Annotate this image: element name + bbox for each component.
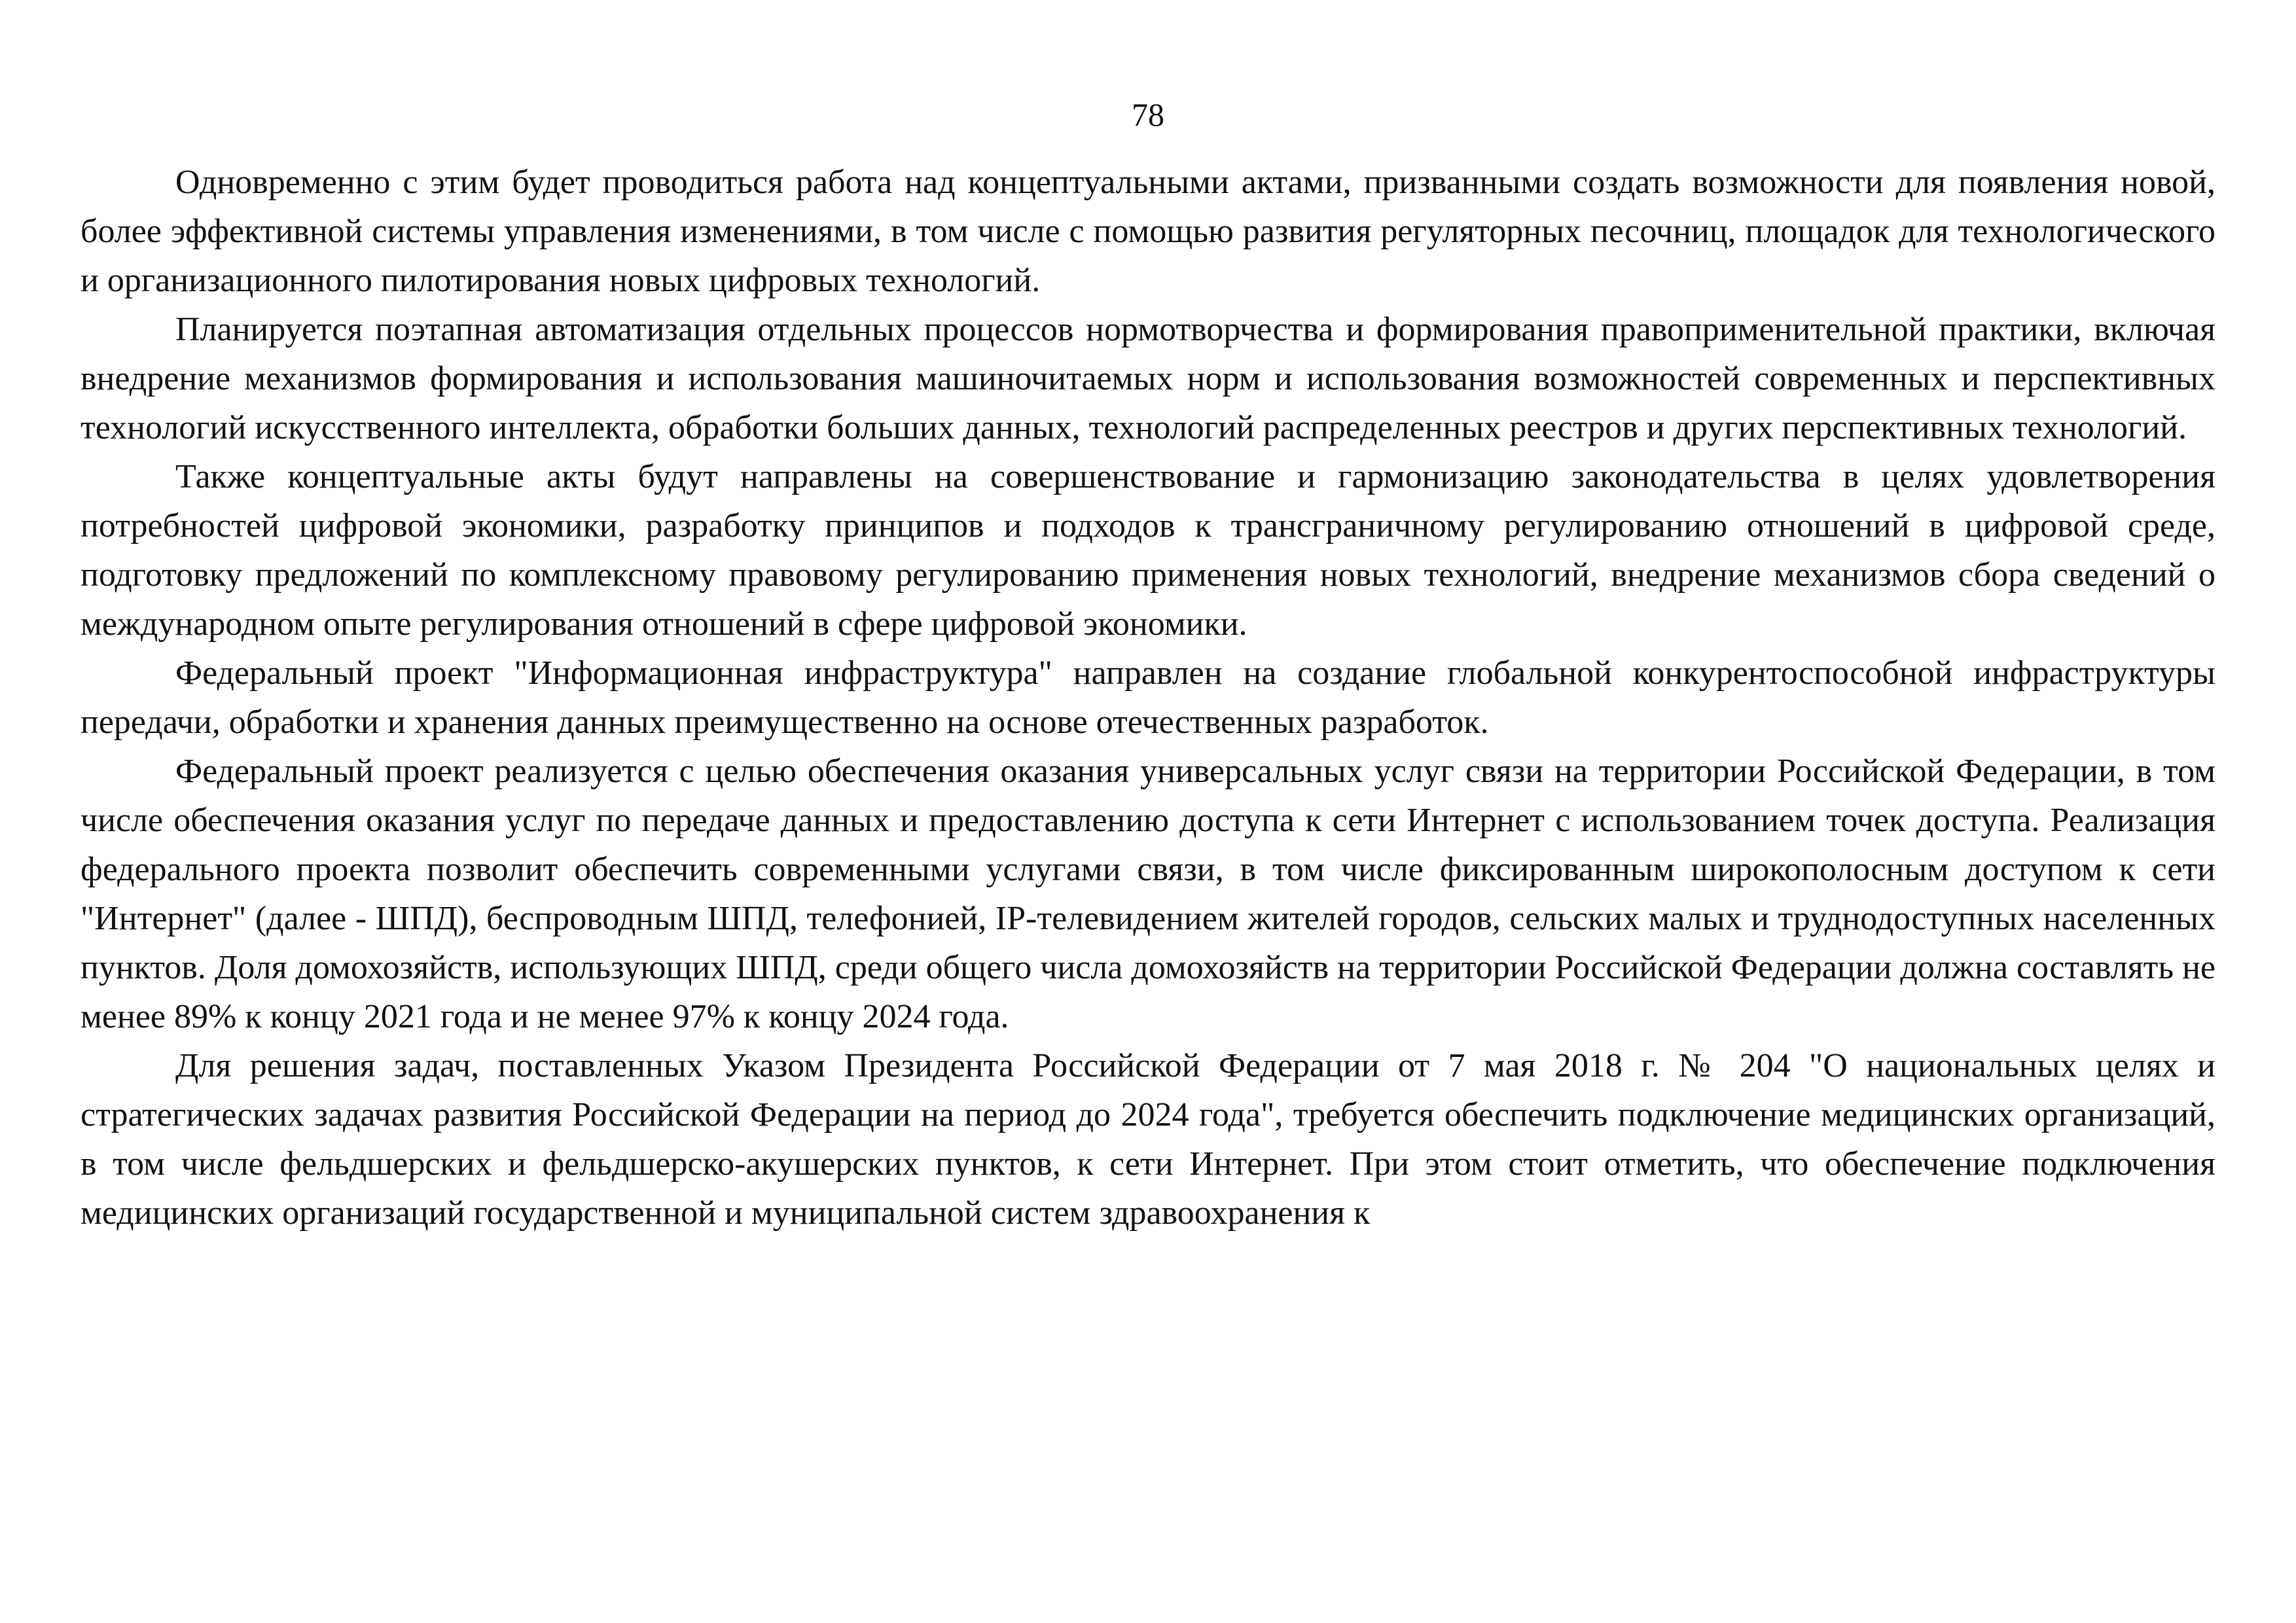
paragraph: Федеральный проект реализуется с целью обеспечения оказания универсальных услуг связи на территории Российской Федерации, в том числе обеспечения оказания услуг по передаче данных и предоставлению доступа к сети Интернет с использованием точек доступа. Реализация федерального проекта позволит обеспечить современными услугами связи, в том числе фиксированным широкополосным доступом к сети "Интернет" (далее - ШПД), беспроводным ШПД, телефонией, IP-телевидением жителей городов, сельских малых и труднодоступных населенных пунктов. Доля домохозяйств, использующих ШПД, среди общего числа домохозяйств на территории Российской Федерации должна составлять не менее 89% к концу 2021 года и не менее 97% к концу 2024 года. (81, 753, 2215, 1035)
body-text (81, 158, 2215, 1238)
paragraph-continued: Для решения задач, поставленных Указом Президента Российской Федерации от 7 мая 2018 г. № 204 "О национальных целях и стратегических задачах развития Российской Федерации на период до 2024 года", требуется обеспечить подключение медицинских организаций, в том числе фельдшерских и фельдшерско-акушерских пунктов, к сети Интернет. При этом стоит отметить, что обеспечение подключения медицинских организаций государственной и муниципальной систем здравоохранения к (81, 1047, 2215, 1232)
paragraph: Планируется поэтапная автоматизация отдельных процессов нормотворчества и формирования правоприменительной практики, включая внедрение механизмов формирования и использования машиночитаемых норм и использования возможностей современных и перспективных технологий искусственного интеллекта, обработки больших данных, технологий распределенных реестров и других перспективных технологий. (81, 311, 2215, 446)
paragraph: Федеральный проект "Информационная инфраструктура" направлен на создание глобальной конкурентоспособной инфраструктуры передачи, обработки и хранения данных преимущественно на основе отечественных разработок. (81, 654, 2215, 741)
paragraph: Одновременно с этим будет проводиться работа над концептуальными актами, призванными создать возможности для появления новой, более эффективной системы управления изменениями, в том числе с помощью развития регуляторных песочниц, площадок для технологического и организационного пилотирования новых цифровых технологий. (81, 164, 2215, 299)
page-number: 78 (1132, 96, 1164, 133)
paragraph: Также концептуальные акты будут направлены на совершенствование и гармонизацию законодательства в целях удовлетворения потребностей цифровой экономики, разработку принципов и подходов к трансграничному регулированию отношений в цифровой среде, подготовку предложений по комплексному правовому регулированию применения новых технологий, внедрение механизмов сбора сведений о международном опыте регулирования отношений в сфере цифровой экономики. (81, 458, 2215, 643)
